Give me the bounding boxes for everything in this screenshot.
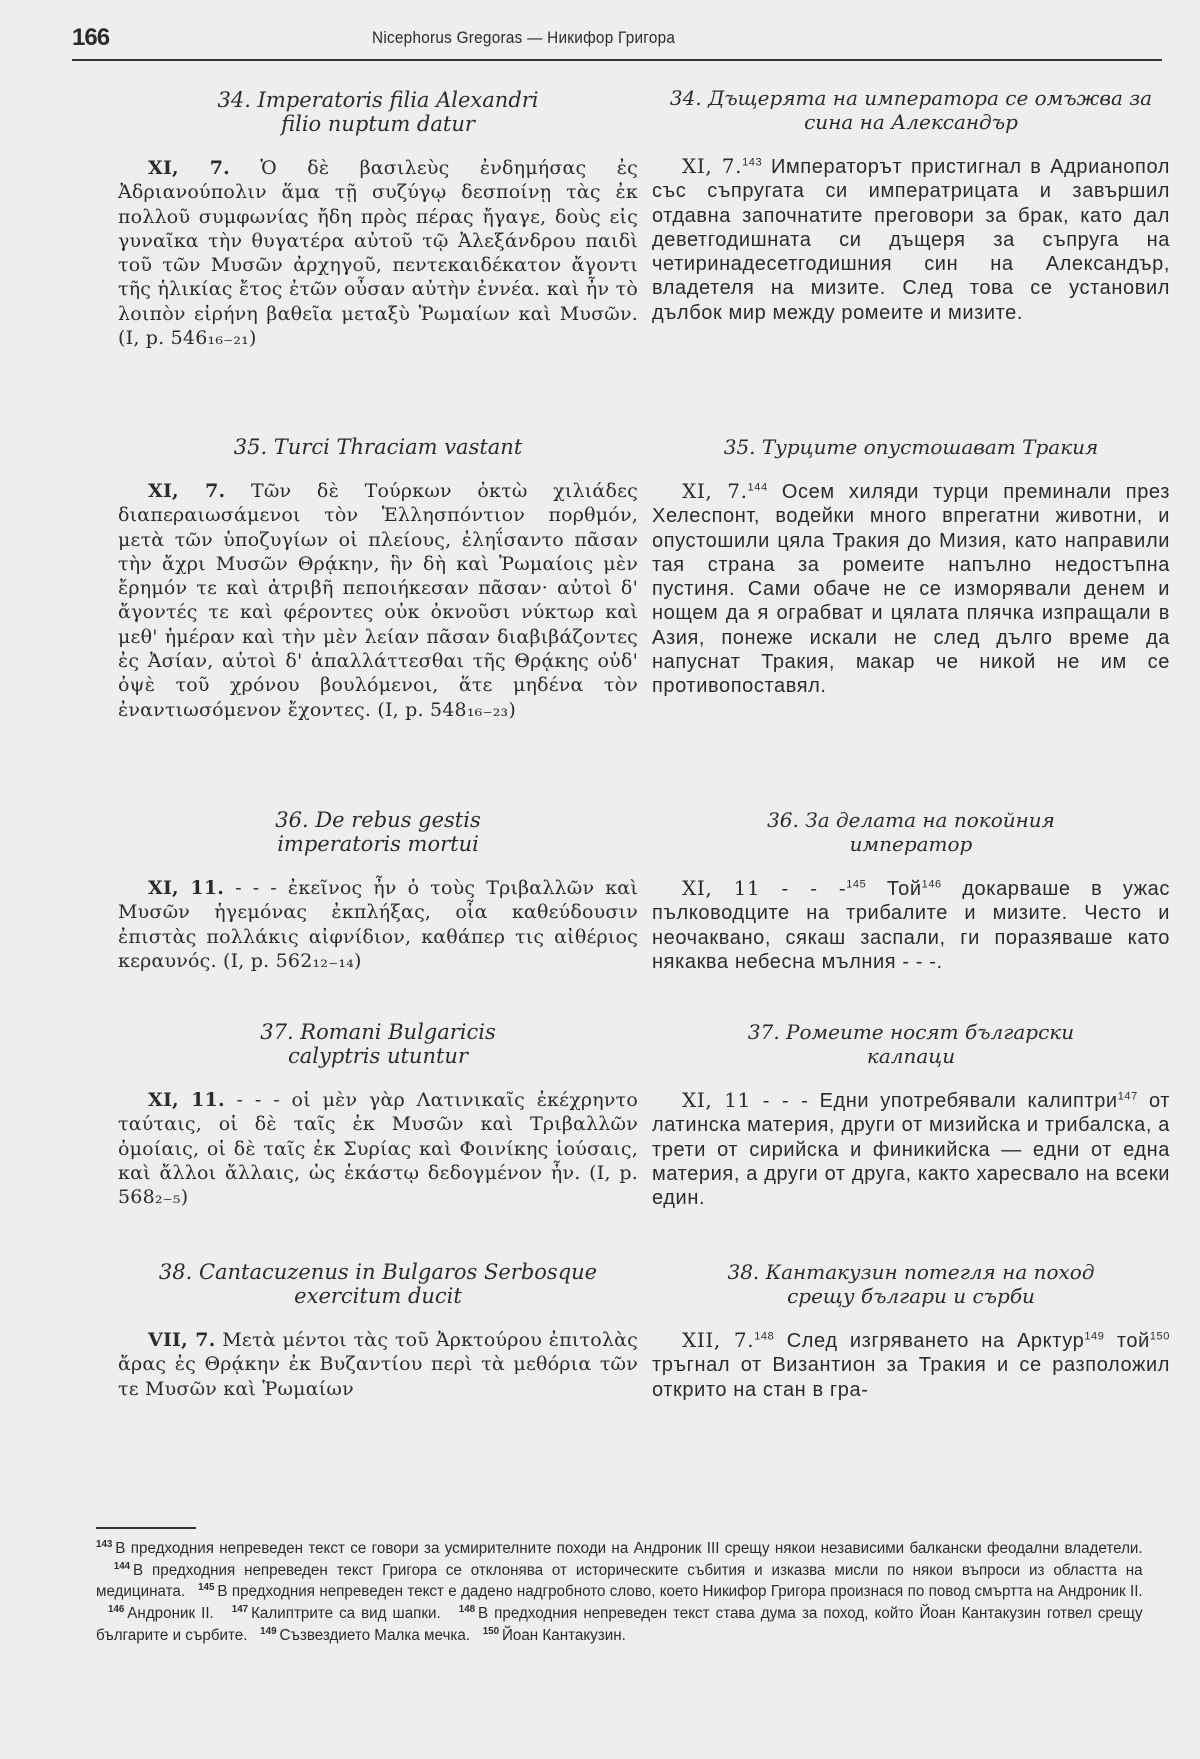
section-text: XI, 11. - - - ἐκεῖνος ἦν ὁ τοὺς Τριβαλλῶν καὶ Μυσῶν ἡγεμόνας ἐκπλήξας, οἷα καθεύδουσιν ἐπιστὰς πολλάκις αἰφνίδιον, καθάπερ τις αἰθέριος κεραυνός. (I, p. 562₁₂₋₁₄) bbox=[118, 877, 638, 972]
footnote-ref[interactable]: 146 bbox=[921, 878, 942, 891]
footnotes bbox=[96, 1536, 1143, 1644]
running-head bbox=[72, 24, 1162, 54]
footnote-ref[interactable]: 150 bbox=[1149, 1330, 1170, 1343]
section-title: 36. За делата на покойния император bbox=[767, 808, 1055, 856]
section-text: XI, 11 - - - Едни употребявали калиптри$^{147}$ от латинска материя, други от мизийска и трибалска, а трети от сирийска и финикийска — едни от една материя, а други от друга, както харесвало на всеки един. bbox=[652, 1088, 1170, 1210]
section-title: 37. Ромеите носят български калпаци bbox=[747, 1020, 1075, 1068]
bulgarian-section-37 bbox=[652, 1020, 1170, 1210]
footnote-ref[interactable]: 149 bbox=[1084, 1330, 1105, 1343]
bulgarian-section-36 bbox=[652, 808, 1170, 974]
section-text: XI, 11. - - - οἱ μὲν γὰρ Λατινικαῖς ἐκέχρηντο ταύταις, οἱ δὲ ταῖς ἐκ Μυσῶν καὶ Τριβαλλῶν ὁμοίαις, οἱ δὲ ταῖς ἐκ Συρίας καὶ Φοινίκης ἰούσαις, καὶ ἄλλοι ἄλλαις, ὡς ἑκάστῳ δεδογμένον ἦν. (I, p. 568₂₋₅) bbox=[118, 1089, 638, 1209]
section-text: XI, 7.$^{143}$ Императорът пристигнал в Адрианопол със съпругата си императрицата и завършил отдавна започнатите преговори за брак, като дал деветгодишната си дъщеря за съпруга на четиринадесетгодишния син на Александър, владетеля на мизите. След това се установил дълбок мир между ромеите и мизите. bbox=[652, 154, 1170, 324]
source-ref: XI, 7. bbox=[682, 479, 748, 503]
section-text: XII, 7.$^{148}$ След изгряването на Арктур$^{149}$ той$^{150}$ тръгнал от Византион за Тракия и се разположил открито на стан в гра- bbox=[652, 1328, 1170, 1401]
section-title: 35. Турците опустошават Тракия bbox=[723, 435, 1099, 459]
greek-section-36 bbox=[118, 808, 638, 973]
section-text: VII, 7. Μετὰ μέντοι τὰς τοῦ Ἀρκτούρου ἐπιτολὰς ἄρας ἐς Θρᾴκην ἐκ Βυζαντίου περὶ τὰ μεθόρια τῶν τε Μυσῶν καὶ Ῥωμαίων bbox=[118, 1329, 638, 1400]
section-text: XI, 11 - - -$^{145}$ Той$^{146}$ докарваше в ужас пълководците на трибалите и мизите. Често и неочаквано, сякаш заспали, ги поразяваше като някаква небесна мълния - - -. bbox=[652, 876, 1170, 973]
header-rule bbox=[72, 59, 1162, 61]
section-text: XI, 7. Τῶν δὲ Τούρκων ὀκτὼ χιλιάδες διαπεραιωσάμενοι τὸν Ἑλλησπόντιον πορθμόν, μετὰ τῶν ὑποζυγίων οἱ πλείους, ἐληΐσαντο πᾶσαν τὴν ἄχρι Μυσῶν Θρᾴκην, ἣν δὴ καὶ Ῥωμαίοις μὲν ἔρημόν τε καὶ ἀτριβῆ πεποιήκεσαν πᾶσαν· αὐτοὶ δ' ἄγοντές τε καὶ φέροντες οὐκ ὀκνοῦσι νύκτωρ καὶ μεθ' ἡμέραν καὶ τὴν μὲν λείαν πᾶσαν διαβιβάζοντες ἐς Ἀσίαν, αὐτοὶ δ' ἀπαλλάττεσθαι τῆς Θρᾴκης οὐδ' ὀψὲ τοῦ χρόνου βουλόμενοι, ἅτε μηδένα τὸν ἐναντιωσόμενον ἔχοντες. (I, p. 548₁₆₋₂₃) bbox=[118, 480, 638, 721]
footnote-ref[interactable]: 145 bbox=[846, 878, 867, 891]
source-ref: XI, 7. bbox=[148, 157, 230, 179]
section-title: 34. Imperatoris filia Alexandri filio nuptum datur bbox=[217, 88, 539, 136]
greek-section-37 bbox=[118, 1020, 638, 1209]
footnote-ref[interactable]: 144 bbox=[747, 481, 768, 494]
footnote-149: $^{149}$ Съзвездието Малка мечка. bbox=[260, 1625, 471, 1644]
section-title: 37. Romani Bulgaricis calyptris utuntur bbox=[260, 1020, 496, 1068]
source-ref: XI, 11 - - - bbox=[682, 876, 847, 900]
section-title: 38. Кантакузин потегля на поход срещу българи и сърби bbox=[727, 1260, 1095, 1308]
source-ref: XI, 11 - - - bbox=[682, 1088, 809, 1112]
footnote-147: $^{147}$ Калиптрите са вид шапки. bbox=[231, 1603, 441, 1623]
greek-section-35 bbox=[118, 435, 638, 722]
greek-section-34 bbox=[118, 88, 638, 350]
source-ref: VII, 7. bbox=[148, 1329, 216, 1351]
bulgarian-section-38 bbox=[652, 1260, 1170, 1402]
bulgarian-section-35 bbox=[652, 435, 1170, 699]
section-title: 36. De rebus gestis imperatoris mortui bbox=[275, 808, 481, 856]
footnote-ref[interactable]: 148 bbox=[754, 1330, 775, 1343]
section-text: XI, 7.$^{144}$ Осем хиляди турци преминали през Хелеспонт, водейки много впрегатни животни, и опустошили цяла Тракия до Мизия, като направили тая страна за ромеите напълно недостъпна пустиня. Сами обаче не се изморявали денем и нощем да я ограбват и цялата плячка изпращали в Азия, понеже искали не след дълго време да напуснат Тракия, макар че никой не им се противопоставял. bbox=[652, 479, 1170, 698]
source-ref: XI, 7. bbox=[148, 480, 226, 502]
footnote-148: $^{148}$ В предходния непреведен текст става дума за поход, който Йоан Кантакузин готвел срещу българите и сърбите. bbox=[96, 1603, 1143, 1644]
footnote-ref[interactable]: 143 bbox=[742, 156, 763, 169]
footnote-146: $^{146}$ Андроник II. bbox=[108, 1603, 214, 1623]
section-text: XI, 7. Ὁ δὲ βασιλεὺς ἐνδημήσας ἐς Ἀδριανούπολιν ἅμα τῇ συζύγῳ δεσποίνῃ τὰς ἐκ πολλοῦ συμφωνίας ἤδη πρὸς πέρας ἤγαγε, δοὺς εἰς γυναῖκα τὴν θυγατέρα αὐτοῦ τῷ Ἀλεξάνδρου παιδὶ τοῦ τῶν Μυσῶν ἀρχηγοῦ, πεντεκαιδέκατον ἄγοντι τῆς ἡλικίας ἔτος ἐτῶν οὖσαν αὐτὴν ἐννέα. καὶ ἦν τὸ λοιπὸν εἰρήνη βαθεῖα μεταξὺ Ῥωμαίων καὶ Μυσῶν. (I, p. 546₁₆₋₂₁) bbox=[118, 157, 638, 350]
footnote-150: $^{150}$ Йоан Кантакузин. bbox=[482, 1625, 626, 1644]
section-title: 34. Дъщерята на императора се омъжва за сина на Александър bbox=[669, 86, 1153, 134]
source-ref: XI, 7. bbox=[682, 154, 743, 178]
bulgarian-section-34 bbox=[652, 86, 1170, 325]
footnote-143: $^{143}$ В предходния непреведен текст се говори за усмирителните походи на Андроник III срещу някои независими балкански феодални владетели. bbox=[96, 1539, 1143, 1558]
running-head-title: Nicephorus Gregoras — Никифор Григора bbox=[372, 28, 676, 47]
source-ref: XI, 11. bbox=[148, 1089, 225, 1111]
greek-section-38 bbox=[118, 1260, 638, 1401]
source-ref: XII, 7. bbox=[682, 1328, 755, 1352]
footnote-145: $^{145}$ В предходния непреведен текст е дадено надгробното слово, което Никифор Григора произнася по повод смъртта на Андроник II. bbox=[198, 1582, 1143, 1601]
footnote-rule bbox=[96, 1527, 196, 1529]
footnote-144: $^{144}$ В предходния непреведен текст Григора се отклонява от историческите събития и изказва мисли по някои въпроси из областта на медицината. bbox=[96, 1560, 1143, 1601]
section-title: 35. Turci Thraciam vastant bbox=[233, 435, 523, 459]
footnote-ref[interactable]: 147 bbox=[1117, 1090, 1138, 1103]
source-ref: XI, 11. bbox=[148, 877, 225, 899]
section-title: 38. Cantacuzenus in Bulgaros Serbosque exercitum ducit bbox=[158, 1260, 598, 1308]
page-number: 166 bbox=[72, 24, 110, 51]
